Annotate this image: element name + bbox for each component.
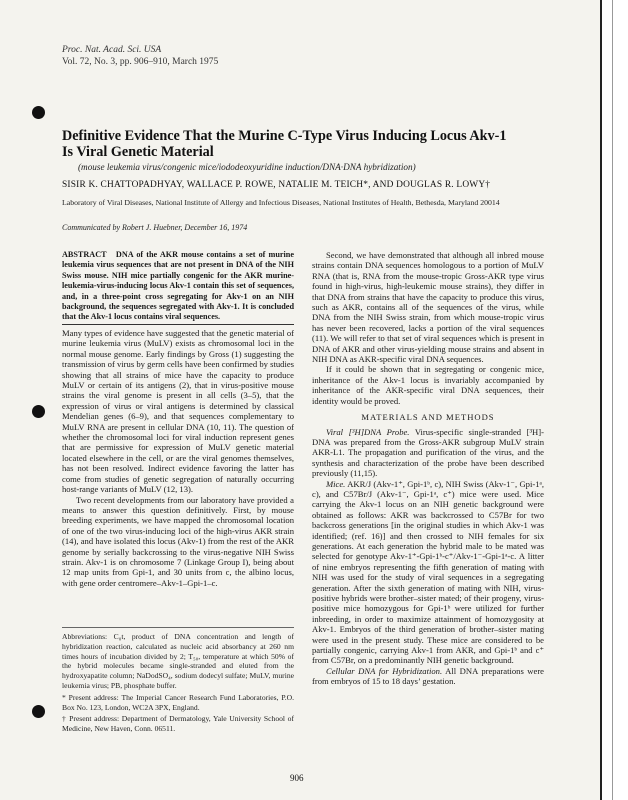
abstract-label: ABSTRACT: [62, 250, 107, 259]
methods-paragraph: Cellular DNA for Hybridization. All DNA preparations were from embryos of 15 to 18 days’ gestation.: [312, 665, 544, 687]
left-column-body: [62, 328, 294, 588]
communicated-by: Communicated by Robert J. Huebner, December 16, 1974: [62, 223, 248, 232]
page-number: 906: [290, 773, 304, 783]
binder-hole-middle: [32, 405, 45, 418]
journal-citation: [62, 44, 218, 68]
body-paragraph: Many types of evidence have suggested that the genetic material of murine leukemia virus (MuLV) exists as chromosomal loci in the normal mouse genome. Early findings by Gross (1) suggesting the transmission of virus by germ cells have been confirmed by studies showing that all strains of mice have the capacity to produce MuLV or certain of its antigens (2), that in virus-positive mouse strains the viral genome is present in all cells (3–5), that the expression of virus or viral antigens is determined by classical Mendelian genes (6–9), and that sequences complementary to MuLV RNA are present in cellular DNA (10, 11). The question of whether the chromosomal loci for viral induction represent genes that are permissive for expression of MuLV genetic material located elsewhere in the cell, or are the viral genomes themselves, has not been resolved. Indirect evidence favoring the latter has come from studies of genetic segregation of naturally occurring host-range variants of MuLV (12, 13).: [62, 328, 294, 495]
keywords: (mouse leukemia virus/congenic mice/iododeoxyuridine induction/DNA·DNA hybridization): [78, 162, 416, 172]
title-line-2: Is Viral Genetic Material: [62, 144, 214, 160]
abstract-rule: [62, 324, 294, 325]
journal-volume: Vol. 72, No. 3, pp. 906–910, March 1975: [62, 57, 219, 67]
paper-title: [62, 128, 532, 160]
footnotes: [62, 632, 294, 736]
page-edge-line: [612, 0, 613, 800]
journal-name: Proc. Nat. Acad. Sci. USA: [62, 45, 162, 55]
methods-lead: Mice.: [326, 478, 346, 489]
affiliation: Laboratory of Viral Diseases, National Institute of Allergy and Infectious Diseases, National Institutes of Health, Bethesda, Maryland 20014: [62, 198, 500, 207]
authors: SISIR K. CHATTOPADHYAY, WALLACE P. ROWE, NATALIE M. TEICH*, AND DOUGLAS R. LOWY†: [62, 180, 491, 190]
methods-paragraph: Viral [³H]DNA Probe. Virus-specific single-stranded [³H]-DNA was prepared from the Gross-AKR subgroup MuLV strain AKR-L1. The propagation and purification of the virus, and the synthesis and characterization of the probe have been described previously (11,15).: [312, 426, 544, 479]
footnote-teich: * Present address: The Imperial Cancer Research Fund Laboratories, P.O. Box No. 123, London, WC2A 3PX, England.: [62, 692, 294, 712]
binder-hole-bottom: [32, 705, 45, 718]
methods-lead: Cellular DNA for Hybridization.: [326, 665, 443, 676]
binder-hole-top: [32, 106, 45, 119]
body-paragraph: If it could be shown that in segregating or congenic mice, inheritance of the Akv-1 locus is invariably accompanied by inheritance of the AKR-specific viral DNA sequences, their identity would be proved.: [312, 364, 544, 406]
footnote-abbreviations: Abbreviations: C₀t, product of DNA concentration and length of hybridization reaction, calculated as nucleic acid absorbancy at 260 nm times hours of incubation divided by 2; T₅₀, temperature at which 50% of the hybrid molecules became single-stranded and eluted from the hydroxyapatite column; NaDodSO₄, sodium dodecyl sulfate; MuLV, murine leukemia virus; PB, phosphate buffer.: [62, 632, 294, 690]
right-column-body: [312, 250, 544, 687]
section-heading: MATERIALS AND METHODS: [361, 412, 495, 423]
body-paragraph: Two recent developments from our laboratory have provided a means to answer this question definitively. First, by mouse breeding experiments, we have mapped the chromosomal location of one of the two virus-inducing loci of the high-virus AKR strain (14), and have isolated this locus (Akv-1) from the rest of the AKR genome by serially backcrossing to the virus-negative NIH Swiss strain. Akv-1 is on chromosome 7 (Linkage Group I), being about 12 map units from Gpi-1, and 30 units from c, the albino locus, with gene order centromere–Akv-1–Gpi-1–c.: [62, 494, 294, 588]
footnote-lowy: † Present address: Department of Dermatology, Yale University School of Medicine, New Haven, Conn. 06511.: [62, 714, 294, 734]
body-paragraph: Second, we have demonstrated that although all inbred mouse strains contain DNA sequences homologous to a portion of MuLV RNA (that is, RNA from the mouse-tropic Gross-AKR type virus found in high-virus, high-leukemic mouse strains), they differ in that DNA from strains that have the capacity to produce this virus, such as AKR, contains all of the sequences of the virus, while DNA from the NIH Swiss strain, from which mouse-tropic virus has never been recovered, lacks a portion of the viral sequences (11). We will refer to that set of viral sequences which is present in DNA of AKR and other virus-yielding mouse strains and absent in NIH DNA as AKR-specific viral DNA sequences.: [312, 250, 544, 365]
page-edge: [600, 0, 628, 800]
abstract: [62, 250, 294, 323]
abstract-text: DNA of the AKR mouse contains a set of murine leukemia virus sequences that are not present in DNA of the NIH Swiss mouse. NIH mice partially congenic for the AKR murine-leukemia-virus-inducing locus Akv-1 contain this set of sequences, and, in a three-point cross segregating for Akv-1 on an NIH background, the sequences segregated with Akv-1. It is concluded that the Akv-1 locus contains viral sequences.: [62, 250, 294, 322]
footnote-rule: [62, 627, 294, 628]
title-line-1: Definitive Evidence That the Murine C-Type Virus Inducing Locus Akv-1: [62, 128, 507, 144]
methods-paragraph: Mice. AKR/J (Akv-1⁺, Gpi-1ᵇ, c), NIH Swiss (Akv-1⁻, Gpi-1ᵃ, c), and C57Br/J (Akv-1⁻, Gpi-1ᵃ, c⁺) mice were used. Mice carrying the Akv-1 locus on an NIH genetic background were obtained as follows: AKR was backcrossed to C57Br for two backcross generations [in the original studies in which Akv-1 was identified; (ref. 16)] and then crossed to NIH females for six generations. At each generation the hybrid male to be mated was selected for genotype Akv-1⁺-Gpi-1ᵇ-c⁺/Akv-1⁻-Gpi-1ᵃ-c. A litter of nine embryos representing the fifth generation of mating with NIH was used for the study of viral sequences in a segregating generation. After the sixth generation of mating with NIH, virus-positive hybrids were brother–sister mated; of their progeny, virus-positive mice homozygous for Gpi-1ᵇ were utilized for further inbreeding, in order to maximize attainment of homozygosity at Akv-1. Embryos of the third generation of brother–sister mating were used in the present study. These mice are considered to be partially congenic, carrying Akv-1 from AKR, and Gpi-1ᵇ and c⁺ from C57Br, on a predominantly NIH genetic background.: [312, 478, 544, 666]
methods-lead: Viral [³H]DNA Probe.: [326, 426, 410, 437]
